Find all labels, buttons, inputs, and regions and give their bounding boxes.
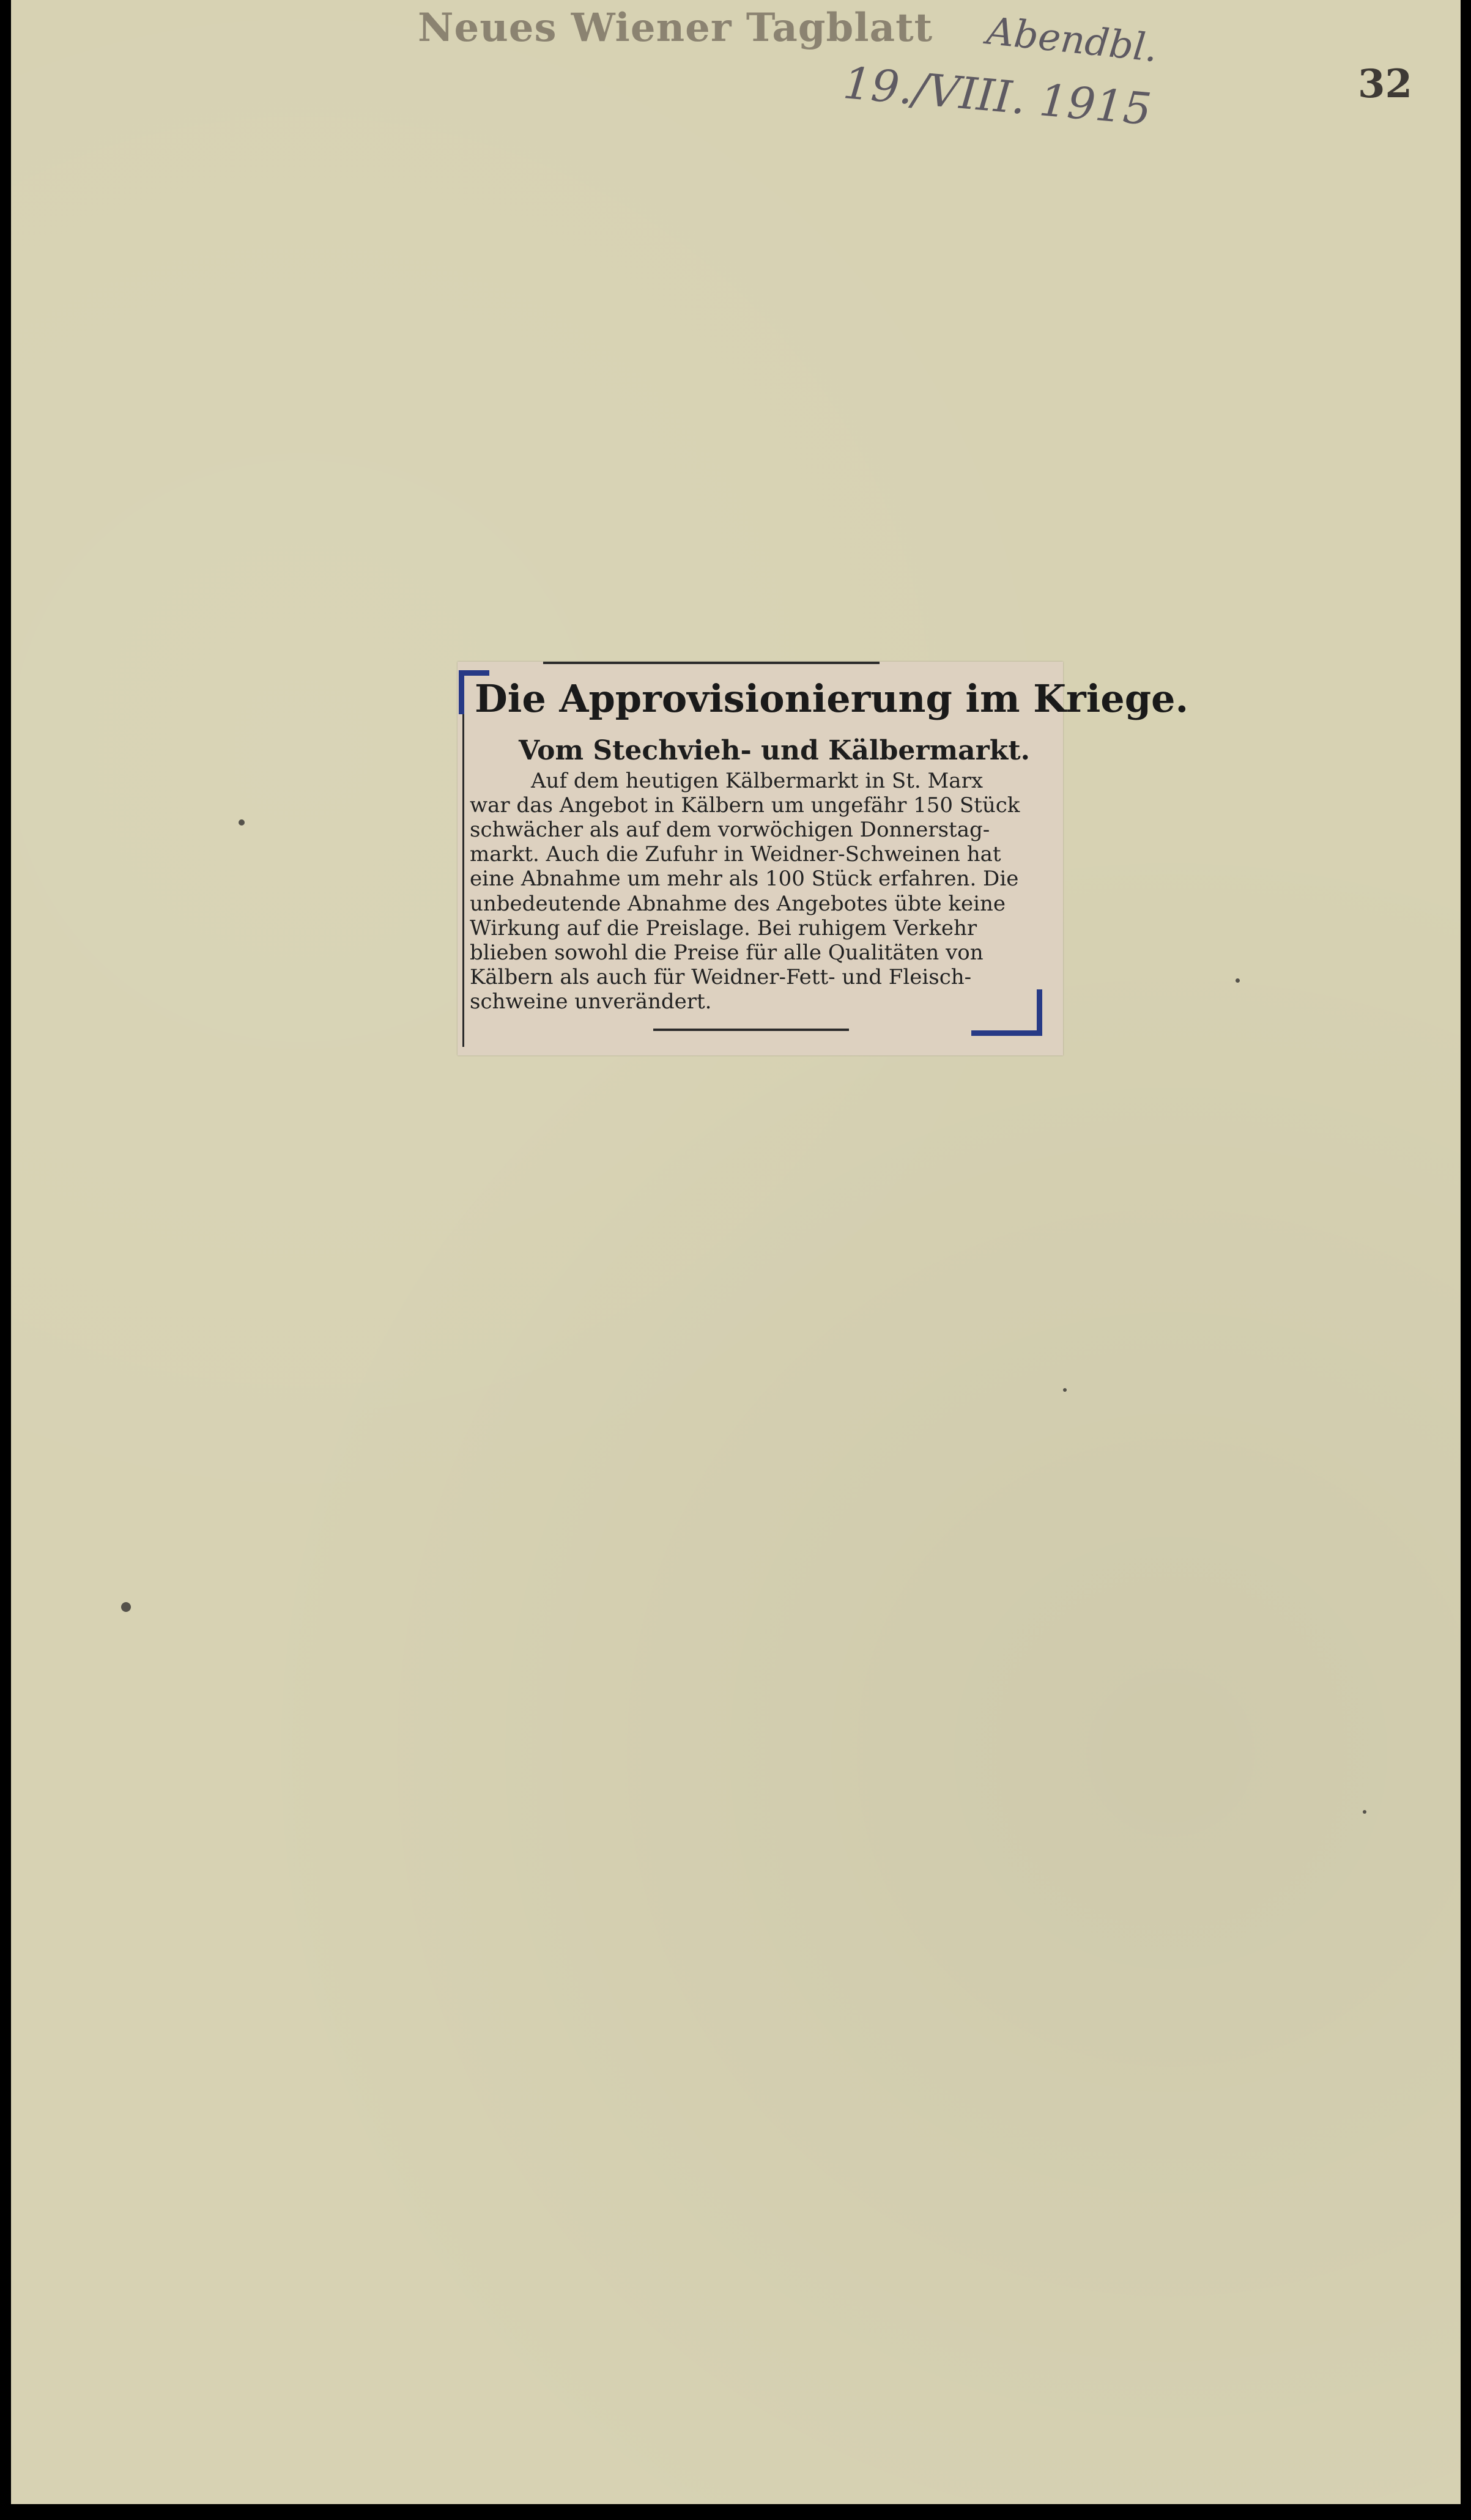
paper-speck bbox=[239, 819, 245, 826]
blue-pencil-mark-top-left bbox=[459, 670, 489, 676]
handwritten-edition-note: Abendbl. bbox=[984, 8, 1160, 71]
clipping-subheadline: Vom Stechvieh- und Kälbermarkt. bbox=[519, 735, 1030, 766]
paper-speck bbox=[121, 1602, 131, 1612]
clipping-body-line: schweine unverändert. bbox=[470, 989, 712, 1014]
clipping-body-line: Kälbern als auch für Weidner-Fett- und Fleisch- bbox=[470, 964, 972, 989]
paper-speck bbox=[1063, 1388, 1067, 1392]
clipping-headline: Die Approvisionierung im Kriege. bbox=[475, 676, 1189, 721]
clipping-body-line: markt. Auch die Zufuhr in Weidner-Schweinen hat bbox=[470, 842, 1001, 867]
blue-pencil-mark-bottom-right bbox=[971, 1030, 1042, 1036]
clipping-body-line: war das Angebot in Kälbern um ungefähr 150 Stück bbox=[470, 793, 1020, 818]
clipping-top-rule bbox=[543, 662, 880, 664]
blue-pencil-mark-top-left bbox=[459, 670, 464, 714]
clipping-body-line: unbedeutende Abnahme des Angebotes übte keine bbox=[470, 891, 1006, 916]
page-number: 32 bbox=[1358, 61, 1413, 107]
clipping-left-rule bbox=[462, 680, 464, 1047]
clipping-bottom-rule bbox=[653, 1029, 849, 1031]
handwritten-date: 19./VIII. 1915 bbox=[841, 57, 1154, 135]
newspaper-name-stamp: Neues Wiener Tagblatt bbox=[418, 5, 933, 51]
newspaper-clipping bbox=[458, 662, 1189, 1055]
clipping-body-line: eine Abnahme um mehr als 100 Stück erfahren. Die bbox=[470, 866, 1019, 892]
paper-speck bbox=[1236, 978, 1240, 983]
clipping-body-line: blieben sowohl die Preise für alle Qualitäten von bbox=[470, 940, 984, 965]
clipping-body-line: schwächer als auf dem vorwöchigen Donnerstag- bbox=[470, 818, 990, 843]
paper-speck bbox=[1363, 1810, 1366, 1814]
clipping-body bbox=[470, 769, 1039, 1014]
clipping-body-line: Auf dem heutigen Kälbermarkt in St. Marx bbox=[531, 769, 984, 793]
archive-page bbox=[11, 0, 1461, 2504]
clipping-body-line: Wirkung auf die Preislage. Bei ruhigem Verkehr bbox=[470, 915, 977, 940]
